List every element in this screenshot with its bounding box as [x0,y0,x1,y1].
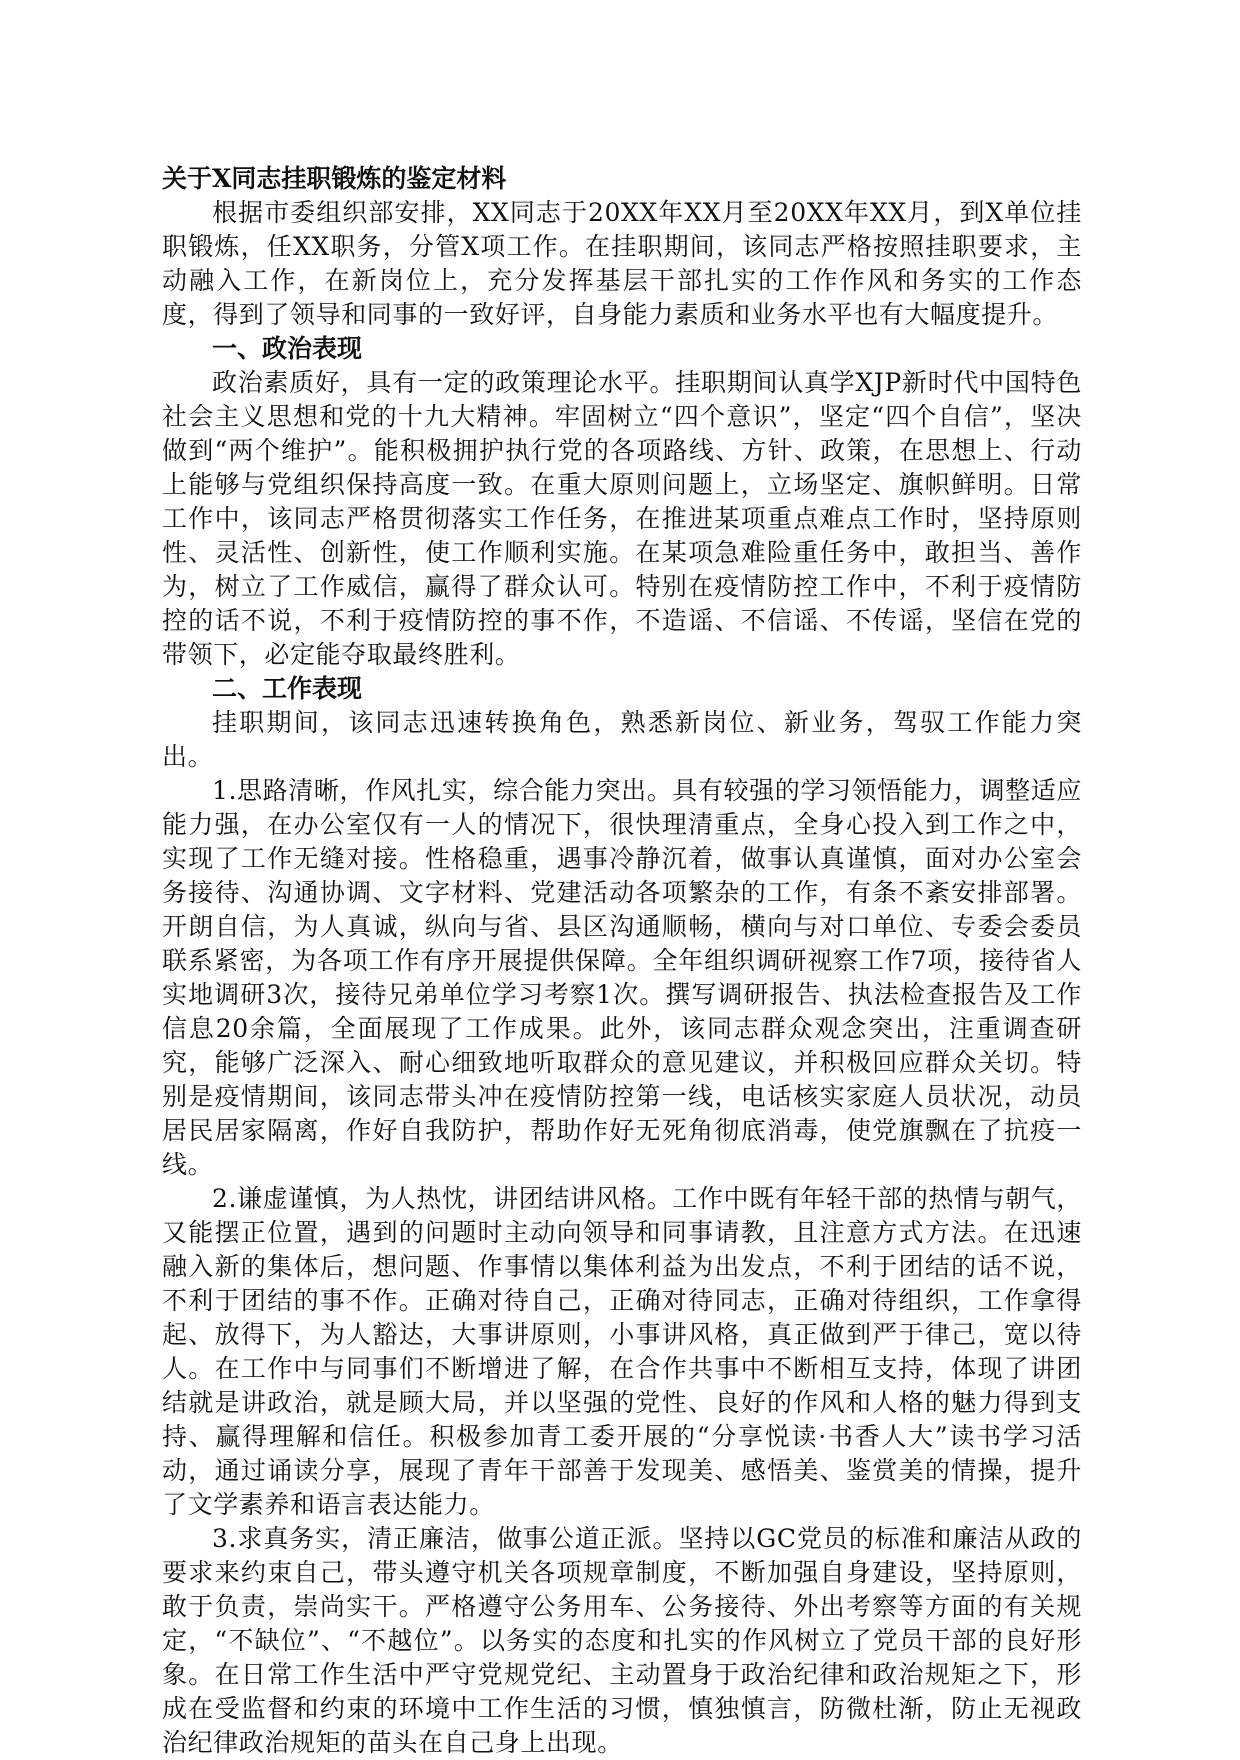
section-heading-work: 二、工作表现 [212,674,363,703]
document-title: 关于X同志挂职锻炼的鉴定材料 [162,164,507,193]
document-page [162,162,1082,1760]
work-lead-paragraph: 挂职期间，该同志迅速转换角色，熟悉新岗位、新业务，驾驭工作能力突出。 [162,708,1082,771]
work-item-2-paragraph: 2.谦虚谨慎，为人热忱，讲团结讲风格。工作中既有年轻干部的热情与朝气，又能摆正位置，遇到的问题时主动向领导和同事请教，且注意方式方法。在迅速融入新的集体后，想问题、作事情以集体利益为出发点，不利于团结的话不说，不利于团结的事不作。正确对待自己，正确对待同志，正确对待组织，工作拿得起、放得下，为人豁达，大事讲原则，小事讲风格，真正做到严于律己，宽以待人。在工作中与同事们不断增进了解，在合作共事中不断相互支持，体现了讲团结就是讲政治，就是顾大局，并以坚强的党性、良好的作风和人格的魅力得到支持、赢得理解和信任。积极参加青工委开展的“分享悦读·书香人大”读书学习活动，通过诵读分享，展现了青年干部善于发现美、感悟美、鉴赏美的情操，提升了文学素养和语言表达能力。 [162,1184,1082,1519]
section-heading-political: 一、政治表现 [212,334,363,363]
work-item-3-paragraph: 3.求真务实，清正廉洁，做事公道正派。坚持以GC党员的标准和廉洁从政的要求来约束自己，带头遵守机关各项规章制度，不断加强自身建设，坚持原则，敢于负责，崇尚实干。严格遵守公务用车、公务接待、外出考察等方面的有关规定，“不缺位”、“不越位”。以务实的态度和扎实的作风树立了党员干部的良好形象。在日常工作生活中严守党规党纪、主动置身于政治纪律和政治规矩之下，形成在受监督和约束的环境中工作生活的习惯，慎独慎言，防微杜渐，防止无视政治纪律政治规矩的苗头在自己身上出现。 [162,1524,1082,1757]
intro-paragraph: 根据市委组织部安排，XX同志于20XX年XX月至20XX年XX月，到X单位挂职锻炼，任XX职务，分管X项工作。在挂职期间，该同志严格按照挂职要求，主动融入工作，在新岗位上，充分发挥基层干部扎实的工作作风和务实的工作态度，得到了领导和同事的一致好评，自身能力素质和业务水平也有大幅度提升。 [162,198,1082,329]
work-item-1-paragraph: 1.思路清晰，作风扎实，综合能力突出。具有较强的学习领悟能力，调整适应能力强，在办公室仅有一人的情况下，很快理清重点，全身心投入到工作之中，实现了工作无缝对接。性格稳重，遇事冷静沉着，做事认真谨慎，面对办公室会务接待、沟通协调、文字材料、党建活动各项繁杂的工作，有条不紊安排部署。开朗自信，为人真诚，纵向与省、县区沟通顺畅，横向与对口单位、专委会委员联系紧密，为各项工作有序开展提供保障。全年组织调研视察工作7项，接待省人实地调研3次，接待兄弟单位学习考察1次。撰写调研报告、执法检查报告及工作信息20余篇，全面展现了工作成果。此外，该同志群众观念突出，注重调查研究，能够广泛深入、耐心细致地听取群众的意见建议，并积极回应群众关切。特别是疫情期间，该同志带头冲在疫情防控第一线，电话核实家庭人员状况，动员居民居家隔离，作好自我防护，帮助作好无死角彻底消毒，使党旗飘在了抗疫一线。 [162,776,1082,1179]
political-paragraph: 政治素质好，具有一定的政策理论水平。挂职期间认真学XJP新时代中国特色社会主义思想和党的十九大精神。牢固树立“四个意识”，坚定“四个自信”，坚决做到“两个维护”。能积极拥护执行党的各项路线、方针、政策，在思想上、行动上能够与党组织保持高度一致。在重大原则问题上，立场坚定、旗帜鲜明。日常工作中，该同志严格贯彻落实工作任务，在推进某项重点难点工作时，坚持原则性、灵活性、创新性，使工作顺利实施。在某项急难险重任务中，敢担当、善作为，树立了工作威信，赢得了群众认可。特别在疫情防控工作中，不利于疫情防控的话不说，不利于疫情防控的事不作，不造谣、不信谣、不传谣，坚信在党的带领下，必定能夺取最终胜利。 [162,368,1082,669]
